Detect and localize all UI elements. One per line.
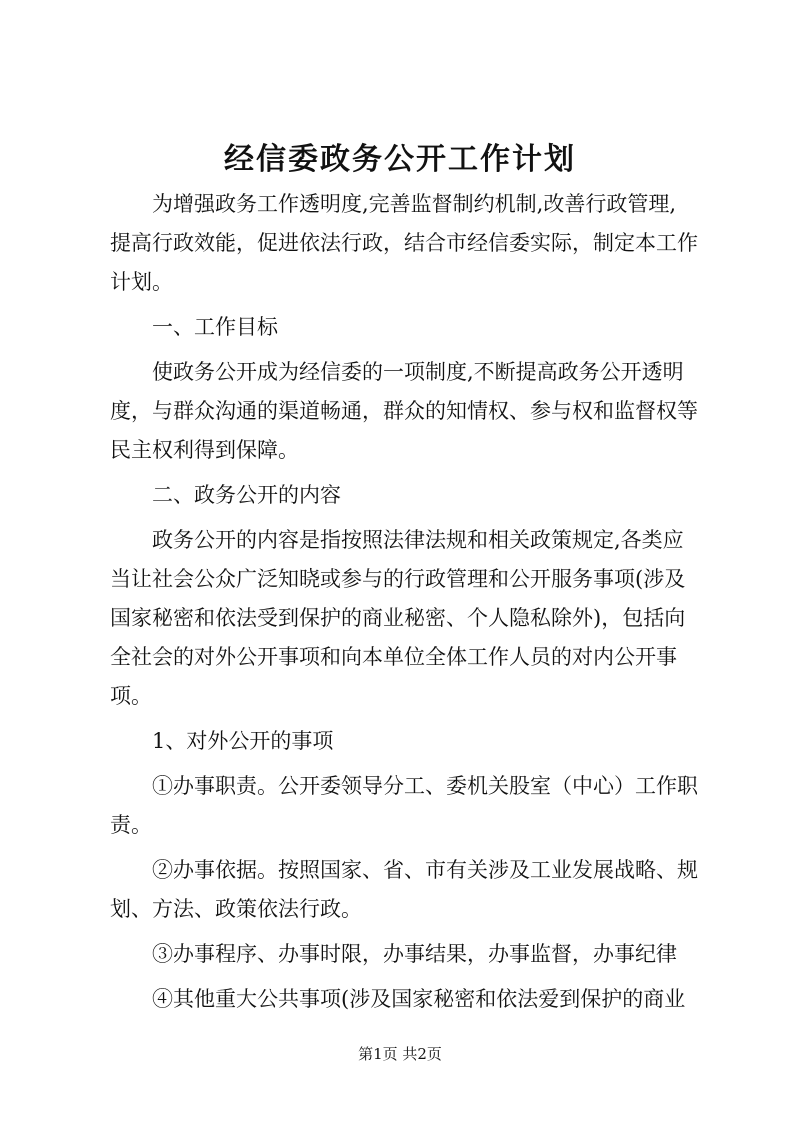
paragraph-goals-line-3: 民主权利得到保障。 [110, 438, 299, 462]
paragraph-content-line-4: 全社会的对外公开事项和向本单位全体工作人员的对内公开事 [110, 645, 677, 669]
paragraph-intro-line-3: 计划。 [110, 270, 173, 294]
paragraph-goals-line-2: 度，与群众沟通的渠道畅通，群众的知情权、参与权和监督权等 [110, 399, 698, 423]
list-item-3: ③办事程序、办事时限，办事结果，办事监督，办事纪律 [152, 942, 677, 966]
list-item-4-line-1: ④其他重大公共事项(涉及国家秘密和依法爱到保护的商业 [152, 987, 686, 1011]
list-item-1-line-1: ①办事职责。公开委领导分工、委机关股室（中心）工作职 [152, 774, 698, 798]
section-heading-content: 二、政务公开的内容 [152, 483, 341, 507]
paragraph-goals-line-1: 使政务公开成为经信委的一项制度,不断提高政务公开透明 [152, 360, 684, 384]
page-footer: 第1页 共2页 [358, 1045, 442, 1063]
document-body [110, 185, 700, 1019]
paragraph-content-line-3: 国家秘密和依法受到保护的商业秘密、个人隐私除外)，包括向 [110, 606, 686, 630]
paragraph-intro-line-2: 提高行政效能，促进依法行政，结合市经信委实际，制定本工作 [110, 231, 698, 255]
section-heading-goals: 一、工作目标 [152, 315, 278, 339]
list-item-1-line-2: 责。 [110, 813, 152, 837]
paragraph-content-line-5: 项。 [110, 684, 152, 708]
subsection-heading-external: 1、对外公开的事项 [152, 729, 334, 753]
list-item-2-line-1: ②办事依据。按照国家、省、市有关涉及工业发展战略、规 [152, 858, 698, 882]
paragraph-content-line-1: 政务公开的内容是指按照法律法规和相关政策规定,各类应 [152, 528, 684, 552]
paragraph-intro-line-1: 为增强政务工作透明度,完善监督制约机制,改善行政管理, [152, 192, 677, 216]
paragraph-content-line-2: 当让社会公众广泛知晓或参与的行政管理和公开服务事项(涉及 [110, 567, 686, 591]
document-title: 经信委政务公开工作计划 [224, 142, 576, 177]
list-item-2-line-2: 划、方法、政策依法行政。 [110, 897, 362, 921]
